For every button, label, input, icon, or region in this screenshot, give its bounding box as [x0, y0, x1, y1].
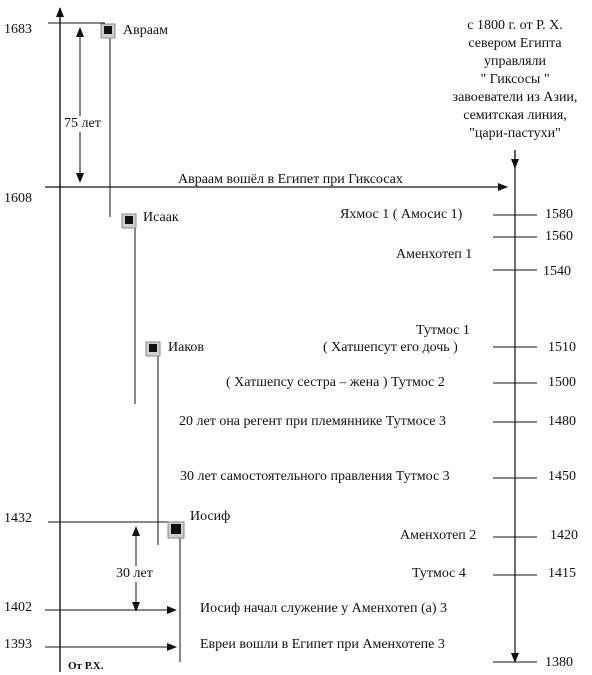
event-jews-entered: Евреи вошли в Египет при Аменхотепе 3 [200, 637, 445, 652]
year-1415: 1415 [548, 566, 576, 581]
axis-label: От Р.Х. [68, 660, 104, 672]
pharaoh-ahmose: Яхмос 1 ( Амосис 1) [340, 207, 463, 222]
hyksos-note-line: севером Египта [468, 36, 562, 51]
year-1393: 1393 [4, 637, 32, 652]
pharaoh-hatshepsu-thutmose2: ( Хатшепсу сестра – жена ) Тутмос 2 [226, 375, 445, 390]
year-1432: 1432 [4, 511, 32, 526]
year-1540: 1540 [543, 264, 571, 279]
interval-75-years: 75 лет [64, 116, 101, 131]
year-1380: 1380 [545, 655, 573, 670]
pharaoh-regent: 20 лет она регент при племяннике Тутмосе 3 [179, 414, 447, 429]
marker-abraham [101, 24, 115, 38]
hyksos-note-line: завоеватели из Азии, [452, 90, 578, 105]
hyksos-note-line: семитская линия, [463, 108, 567, 123]
label-isaac: Исаак [143, 210, 179, 225]
year-1450: 1450 [548, 469, 576, 484]
hyksos-note-line: с 1800 г. от Р. Х. [467, 18, 563, 33]
interval-30-years: 30 лет [116, 566, 153, 581]
year-1510: 1510 [548, 340, 576, 355]
year-1480: 1480 [548, 414, 576, 429]
label-abraham: Авраам [123, 23, 169, 38]
label-joseph: Иосиф [190, 509, 231, 524]
event-abraham-egypt: Авраам вошёл в Египет при Гиксосах [178, 172, 403, 187]
year-1560: 1560 [545, 229, 573, 244]
marker-joseph [168, 522, 184, 538]
hyksos-note-line: "цари-пастухи" [469, 126, 561, 141]
hyksos-note-line: управляли [483, 54, 547, 69]
event-joseph-service: Иосиф начал служение у Аменхотеп (а) 3 [200, 601, 447, 616]
pharaoh-amenhotep1: Аменхотеп 1 [396, 247, 473, 262]
pharaoh-thutmose1: Тутмос 1 [416, 323, 470, 338]
label-jacob: Иаков [168, 340, 205, 355]
hyksos-note [430, 17, 592, 143]
year-1500: 1500 [548, 375, 576, 390]
year-1402: 1402 [4, 600, 32, 615]
year-1420: 1420 [550, 528, 578, 543]
pharaoh-thutmose3: 30 лет самостоятельного правления Тутмос 3 [180, 469, 450, 484]
marker-isaac [122, 214, 136, 228]
year-1580: 1580 [545, 207, 573, 222]
year-1608: 1608 [4, 191, 32, 206]
marker-jacob [146, 342, 160, 356]
pharaoh-thutmose4: Тутмос 4 [412, 566, 466, 581]
year-1683: 1683 [4, 22, 32, 37]
pharaoh-amenhotep2: Аменхотеп 2 [400, 528, 477, 543]
pharaoh-hatshepsut-daughter: ( Хатшепсут его дочь ) [323, 340, 458, 355]
hyksos-note-line: " Гиксосы " [480, 72, 550, 87]
